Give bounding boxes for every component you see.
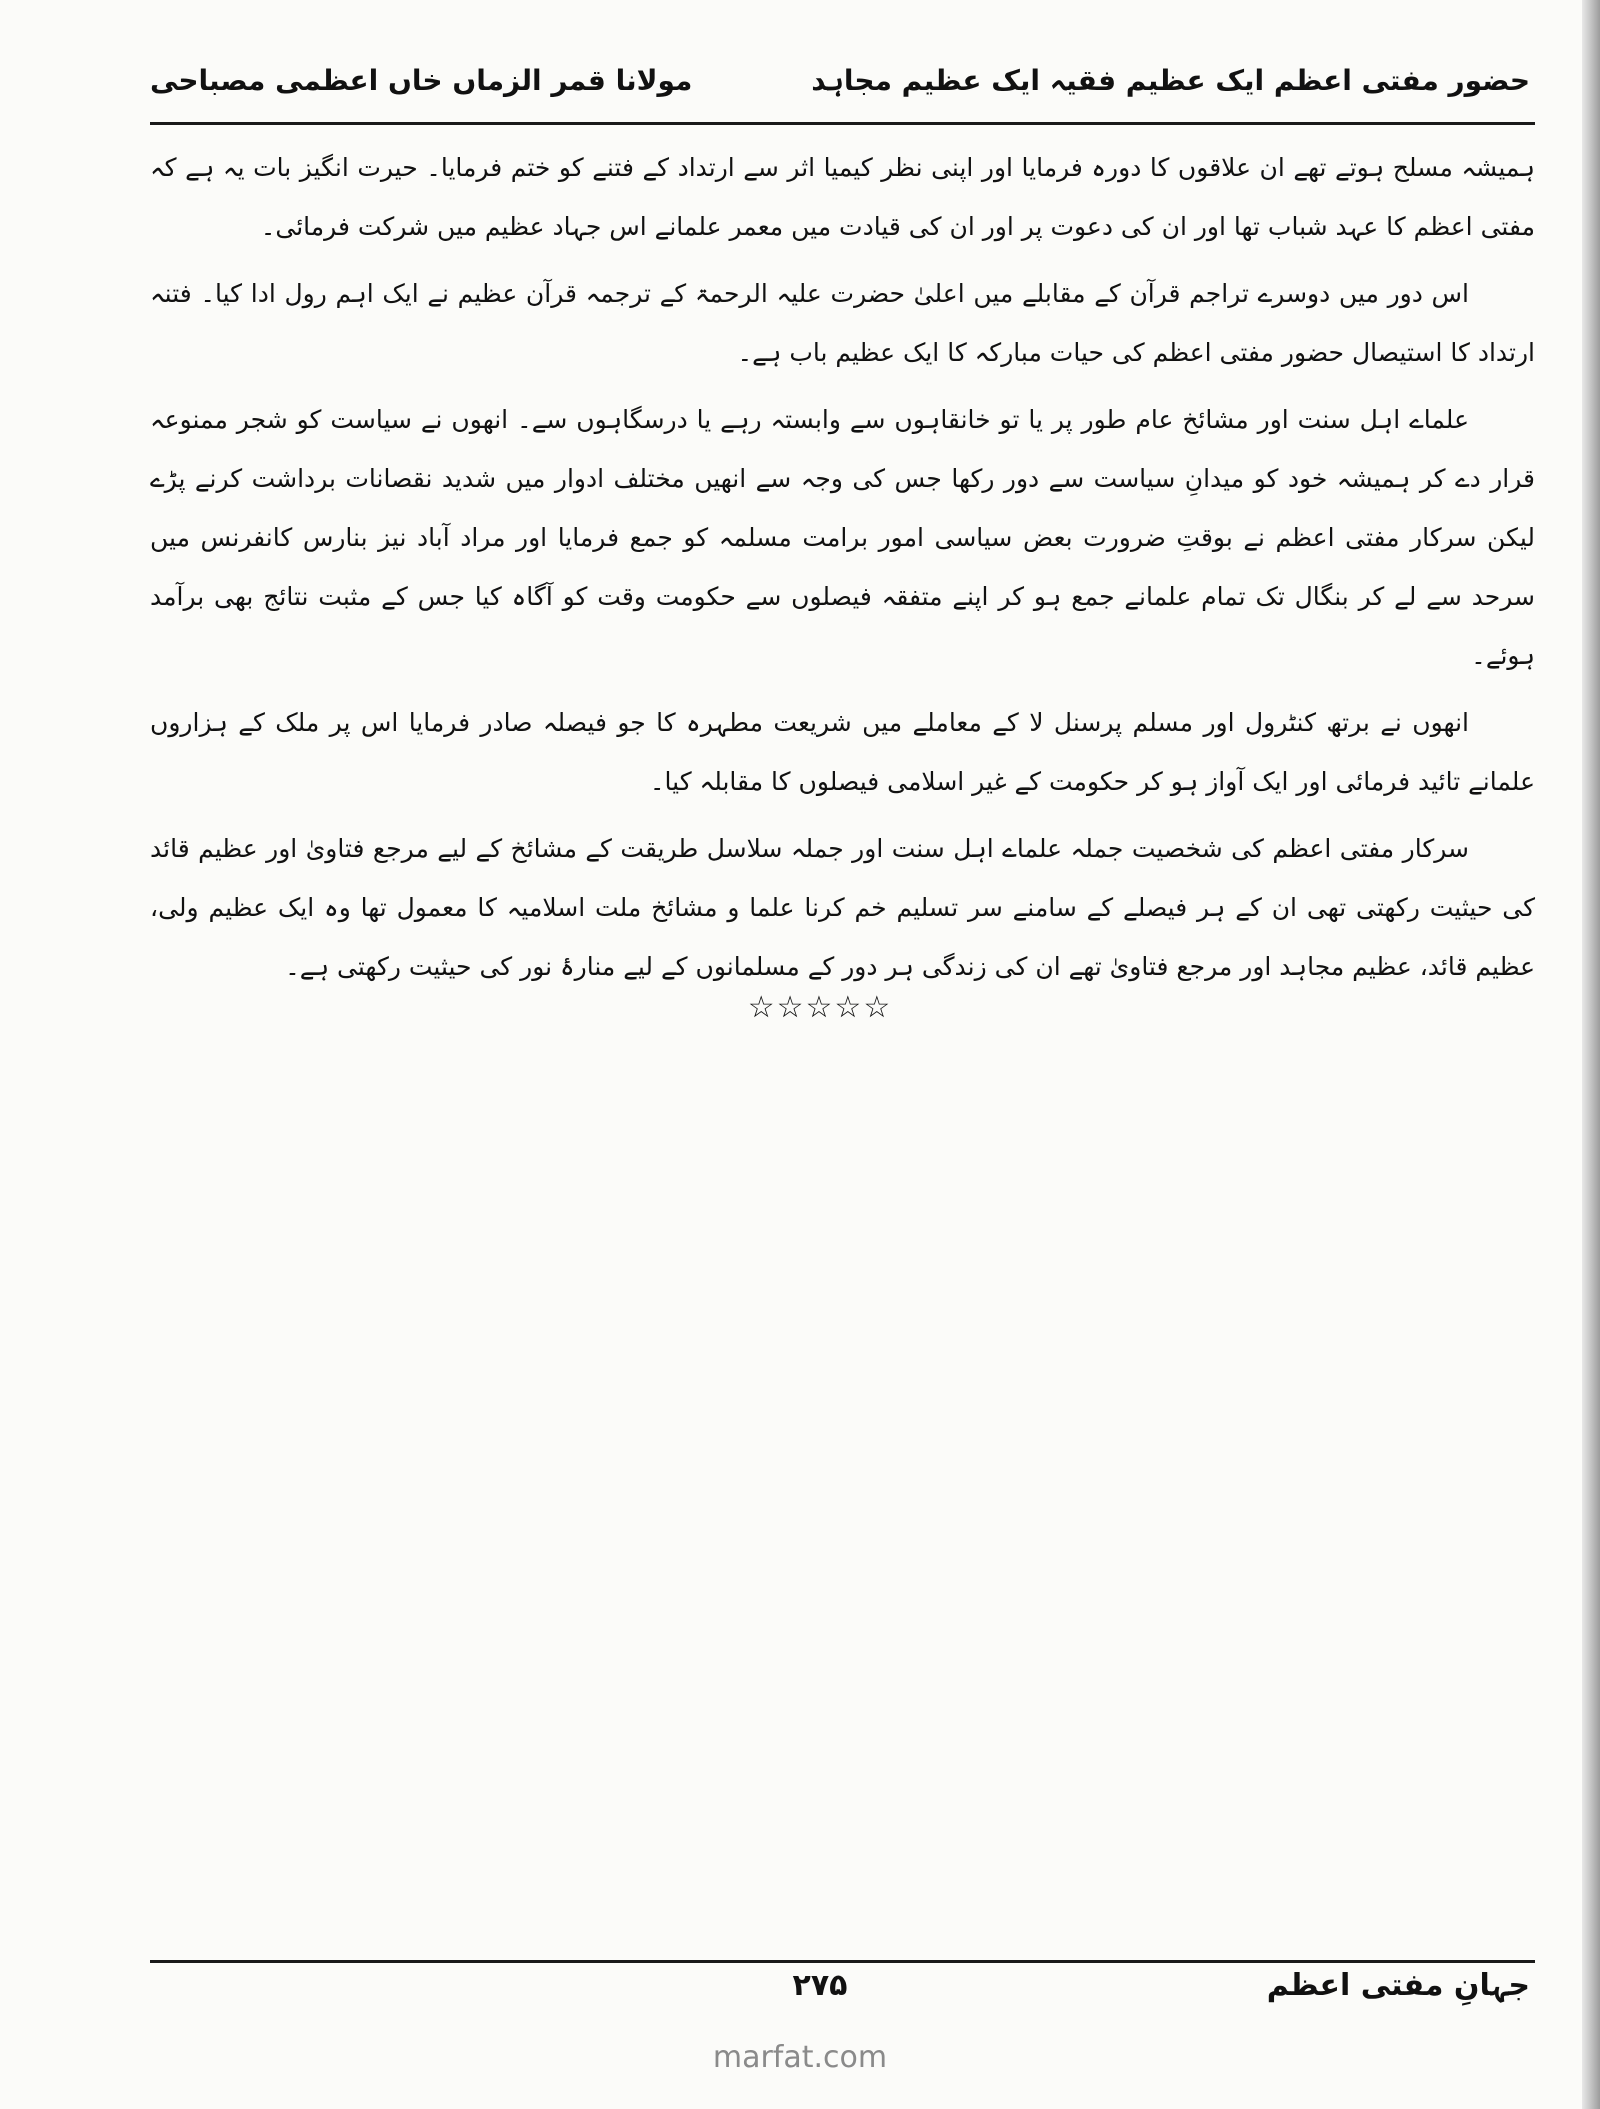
- section-separator-stars: ☆☆☆☆☆: [747, 990, 893, 1025]
- header-author: مولانا قمر الزماں خاں اعظمی مصباحی: [150, 64, 693, 97]
- paragraph-5: سرکار مفتی اعظم کی شخصیت جملہ علماے اہل سنت اور جملہ سلاسل طریقت کے مشائخ کے لیے مرجع فتاویٰ اور عظیم قائد کی حیثیت رکھتی تھی ان کے ہر فیصلے کے سامنے سر تسلیم خم کرنا علما و مشائخ ملت اسلامیہ کا معمول تھا وہ ایک عظیم ولی، عظیم قائد، عظیم مجاہد اور مرجع فتاویٰ تھے ان کی زندگی ہر دور کے مسلمانوں کے لیے منارۂ نور کی حیثیت رکھتی ہے۔: [150, 834, 1535, 981]
- paragraph-2: اس دور میں دوسرے تراجم قرآن کے مقابلے میں اعلیٰ حضرت علیہ الرحمۃ کے ترجمہ قرآن عظیم نے ایک اہم رول ادا کیا۔ فتنہ ارتداد کا استیصال حضور مفتی اعظم کی حیات مبارکہ کا ایک عظیم باب ہے۔: [150, 279, 1535, 367]
- body-text: [150, 138, 1535, 1004]
- paragraph-1: ہمیشہ مسلح ہوتے تھے ان علاقوں کا دورہ فرمایا اور اپنی نظر کیمیا اثر سے ارتداد کے فتنے کو ختم فرمایا۔ حیرت انگیز بات یہ ہے کہ مفتی اعظم کا عہد شباب تھا اور ان کی دعوت پر اور ان کی قیادت میں معمر علمانے اس جہاد عظیم میں شرکت فرمائی۔: [150, 153, 1535, 241]
- page-number: ۲۷۵: [792, 1968, 848, 2003]
- footer-rule: [150, 1960, 1535, 1963]
- watermark: marfat.com: [712, 2040, 888, 2075]
- running-header: [150, 58, 1530, 120]
- paragraph-4: انھوں نے برتھ کنٹرول اور مسلم پرسنل لا کے معاملے میں شریعت مطہرہ کا جو فیصلہ صادر فرمایا اس پر ملک کے ہزاروں علمانے تائید فرمائی اور ایک آواز ہو کر حکومت کے غیر اسلامی فیصلوں کا مقابلہ کیا۔: [150, 708, 1535, 796]
- paragraph-3: علماے اہل سنت اور مشائخ عام طور پر یا تو خانقاہوں سے وابستہ رہے یا درسگاہوں سے۔ انھوں نے سیاست کو شجر ممنوعہ قرار دے کر ہمیشہ خود کو میدانِ سیاست سے دور رکھا جس کی وجہ سے انھیں مختلف ادوار میں شدید نقصانات برداشت کرنے پڑے لیکن سرکار مفتی اعظم نے بوقتِ ضرورت بعض سیاسی امور برامت مسلمہ کو جمع فرمایا اور مراد آباد نیز بنارس کانفرنس میں سرحد سے لے کر بنگال تک تمام علمانے جمع ہو کر اپنے متفقہ فیصلوں سے حکومت وقت کو آگاہ کیا جس کے مثبت نتائج بھی برآمد ہوئے۔: [150, 405, 1535, 670]
- header-rule: [150, 122, 1535, 125]
- page-edge-shadow: [1582, 0, 1600, 2109]
- header-title: حضور مفتی اعظم ایک عظیم فقیہ ایک عظیم مجاہد: [811, 64, 1530, 97]
- footer-book-title: جہانِ مفتی اعظم: [1266, 1968, 1530, 2003]
